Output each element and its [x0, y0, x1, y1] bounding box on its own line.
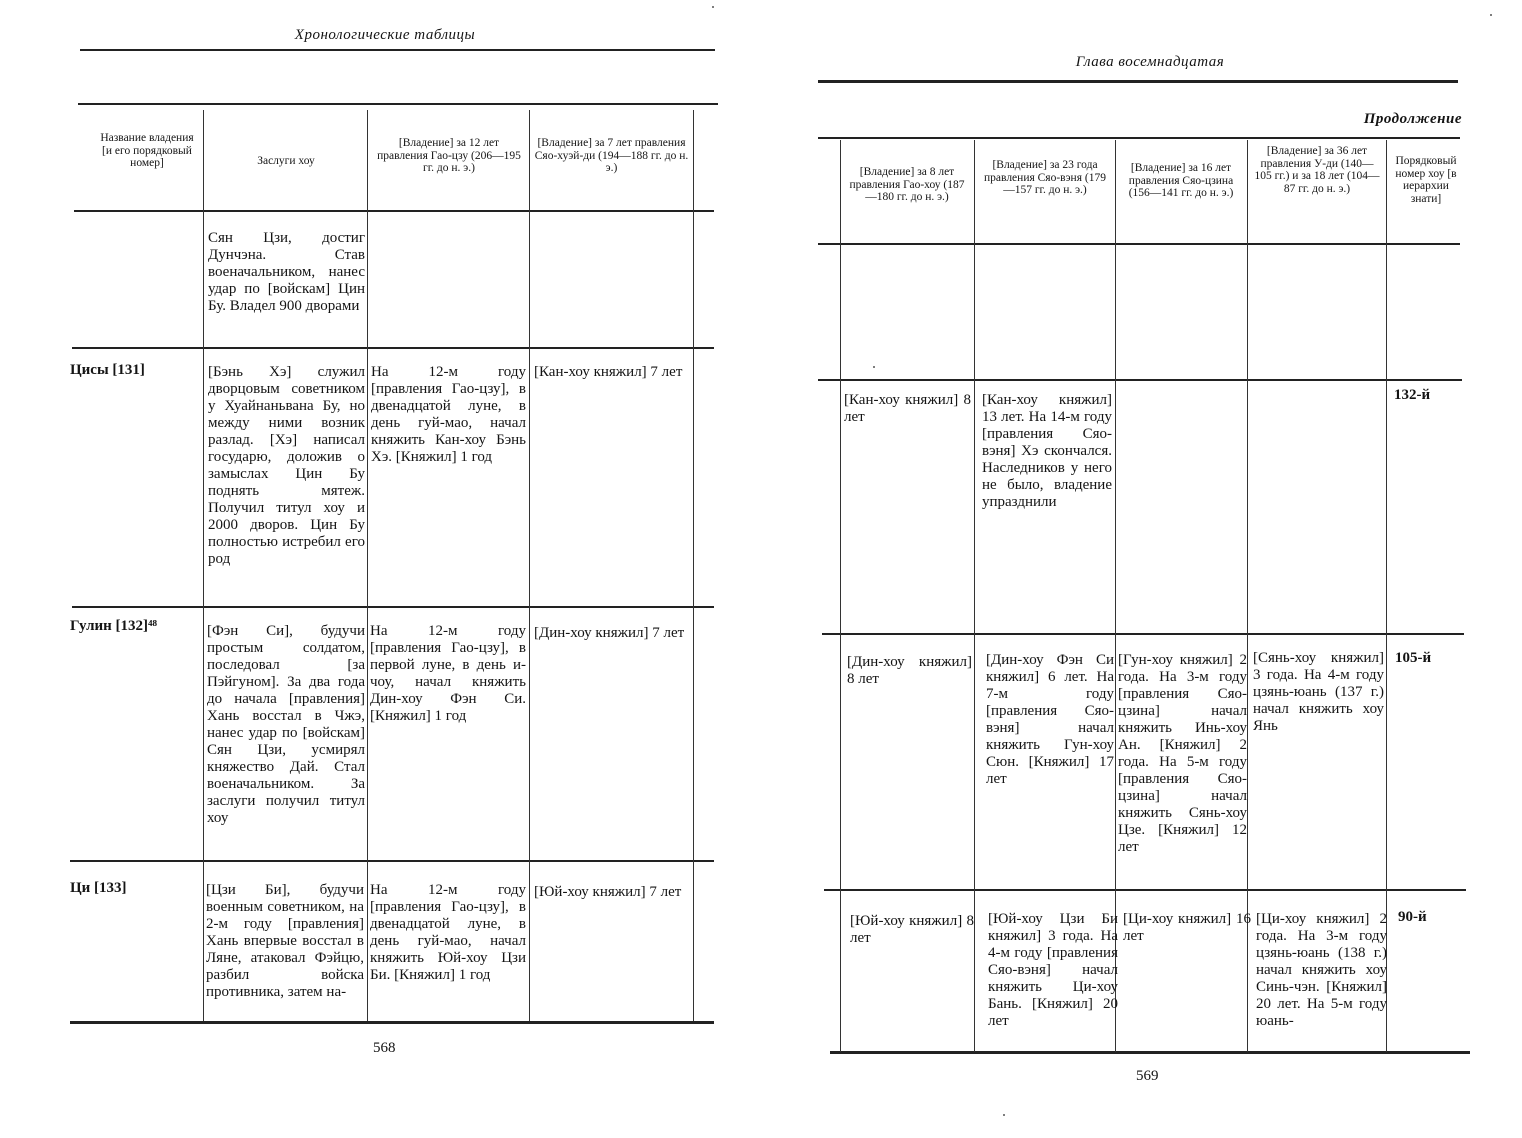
- right-header-xiaojing: [Владение] за 16 лет правления Сяо-цзина (156—141 гг. до н. э.): [1128, 162, 1234, 199]
- right-row1-xiaowen: [Кан-хоу княжил] 13 лет. На 14-м году [правления Сяо-вэня] Хэ скончался. Наследников у него не было, владение упразднили: [982, 392, 1112, 510]
- left-row-rule: [72, 347, 714, 349]
- left-col-divider: [367, 110, 368, 1021]
- scan-speck: [1003, 1114, 1005, 1116]
- left-row2-xiaohui: [Дин-хоу княжил] 7 лет: [534, 625, 685, 641]
- left-col-divider: [203, 110, 204, 1021]
- left-header-bottom-rule: [74, 210, 714, 212]
- right-head-rule: [818, 80, 1458, 83]
- right-row2-xiaowen: [Дин-хоу Фэн Си княжил] 6 лет. На 7-м году [правления Сяо-вэня] начал княжить Гун-хоу Сюн. [Княжил] 17 лет: [986, 652, 1114, 787]
- right-row3-xiaowen: [Юй-хоу Цзи Би княжил] 3 года. На 4-м году [правления Сяо-вэня] начал княжить Ци-хоу Бань. [Княжил] 20 лет: [988, 911, 1118, 1029]
- left-row2-gaozu: На 12-м году [правления Гао-цзу], в первой луне, в день и-чоу, начал княжить Дин-хоу Фэн Си. [Княжил] 1 год: [370, 623, 526, 724]
- right-row1-rank: 132-й: [1394, 387, 1431, 403]
- scan-speck: [712, 6, 714, 8]
- left-row1-merit: [Бэнь Хэ] служил дворцовым советником у Хуайнаньвана Бу, но между ними возник разлад. [Хэ] написал государю, доложив о замыслах Цин Бу поднять мятеж. Получил титул хоу и 2000 дворов. Цин Бу полностью истребил его род: [208, 364, 365, 567]
- left-row3-merit: [Цзи Би], будучи военным советником, на 2-м году [правления] Хань впервые восстал в Ляне, атаковал Фэйцю, разбил войска противника, затем на-: [206, 882, 364, 1000]
- left-row3-gaozu: На 12-м году [правления Гао-цзу], в двенадцатой луне, в день гуй-мао, начал княжить Юй-хоу Цзи Би. [Княжил] 1 год: [370, 882, 526, 983]
- right-running-head: Глава восемнадцатая: [1075, 54, 1225, 70]
- left-col-divider: [529, 110, 530, 1021]
- left-header-ownership: Название владения [и его порядковый номер]: [100, 132, 194, 169]
- left-page-number: 568: [373, 1040, 396, 1056]
- left-row1-name: Цисы [131]: [70, 362, 145, 378]
- left-row3-xiaohui: [Юй-хоу княжил] 7 лет: [534, 884, 682, 900]
- scan-speck: [873, 366, 875, 368]
- right-row1-gaohou: [Кан-хоу княжил] 8 лет: [844, 392, 971, 425]
- right-row2-rank: 105-й: [1395, 650, 1432, 666]
- right-row-rule: [824, 889, 1466, 891]
- right-row-rule: [818, 379, 1462, 381]
- right-header-gaohou: [Владение] за 8 лет правления Гао-хоу (187—180 гг. до н. э.): [849, 166, 965, 203]
- left-col-divider: [693, 110, 694, 1021]
- left-header-gaozu: [Владение] за 12 лет правления Гао-цзу (206—195 гг. до н. э.): [377, 137, 521, 174]
- left-table-top-rule: [78, 103, 718, 105]
- left-row-rule: [70, 860, 714, 862]
- right-col-divider: [840, 140, 841, 1052]
- left-row1-xiaohui: [Кан-хоу княжил] 7 лет: [534, 364, 683, 380]
- right-col-divider: [974, 140, 975, 1052]
- right-header-xiaowen: [Владение] за 23 года правления Сяо-вэня (179—157 гг. до н. э.): [984, 159, 1106, 196]
- right-row3-rank: 90-й: [1398, 909, 1427, 925]
- right-page-number: 569: [1136, 1068, 1159, 1084]
- right-row3-gaohou: [Юй-хоу княжил] 8 лет: [850, 913, 974, 946]
- right-header-rank: Порядковый номер хоу [в иерархии знати]: [1395, 155, 1457, 205]
- right-row3-wudi: [Ци-хоу княжил] 2 года. На 3-м году цзянь-юань (138 г.) начал княжить хоу Синь-чэн. [Княжил] 20 лет. На 5-м году юань-: [1256, 911, 1387, 1029]
- right-table-top-rule: [818, 137, 1460, 139]
- left-row0-merit: Сян Цзи, достиг Дунчэна. Став военачальником, нанес удар по [войскам] Цин Бу. Владел 900 дворами: [208, 230, 365, 314]
- left-head-rule: [80, 49, 715, 51]
- left-table-bottom-rule: [70, 1021, 714, 1024]
- right-row3-xiaojing: [Ци-хоу княжил] 16 лет: [1123, 911, 1251, 944]
- left-row2-merit: [Фэн Си], будучи простым солдатом, последовал [за Пэйгуном]. За два года до начала [правления] Хань восстал в Чжэ, нанес удар по [войскам] Сян Цзи, усмирял княжество Дай. Стал военачальником. За заслуги получил титул хоу: [207, 623, 365, 826]
- left-row1-gaozu: На 12-м году [правления Гао-цзу], в двенадцатой луне, в день гуй-мао, начал княжить Кан-хоу Бэнь Хэ. [Княжил] 1 год: [371, 364, 526, 465]
- right-row2-gaohou: [Дин-хоу княжил] 8 лет: [847, 654, 972, 687]
- right-row-rule: [822, 633, 1464, 635]
- left-row-rule: [72, 606, 714, 608]
- right-table-bottom-rule: [830, 1051, 1470, 1054]
- left-row2-name: Гулин [132]⁴⁸: [70, 618, 158, 634]
- scan-speck: [1490, 14, 1492, 16]
- right-continued-label: Продолжение: [1363, 111, 1462, 127]
- left-running-head: Хронологические таблицы: [294, 27, 476, 43]
- right-header-bottom-rule: [818, 243, 1460, 245]
- right-row2-wudi: [Сянь-хоу княжил] 3 года. На 4-м году цзянь-юань (137 г.) начал княжить хоу Янь: [1253, 650, 1384, 734]
- right-row2-xiaojing: [Гун-хоу княжил] 2 года. На 3-м году [правления Сяо-цзина] начал княжить Инь-хоу Ан. [Княжил] 2 года. На 5-м году [правления Сяо-цзина] начал княжить Сянь-хоу Цзе. [Княжил] 12 лет: [1118, 652, 1247, 855]
- left-row3-name: Ци [133]: [70, 880, 127, 896]
- right-header-wudi: [Владение] за 36 лет правления У-ди (140—105 гг.) и за 18 лет (104—87 гг. до н. э.): [1254, 145, 1380, 195]
- left-header-merit: Заслуги хоу: [257, 155, 315, 167]
- left-header-xiaohui: [Владение] за 7 лет правления Сяо-хуэй-ди (194—188 гг. до н. э.): [534, 137, 689, 174]
